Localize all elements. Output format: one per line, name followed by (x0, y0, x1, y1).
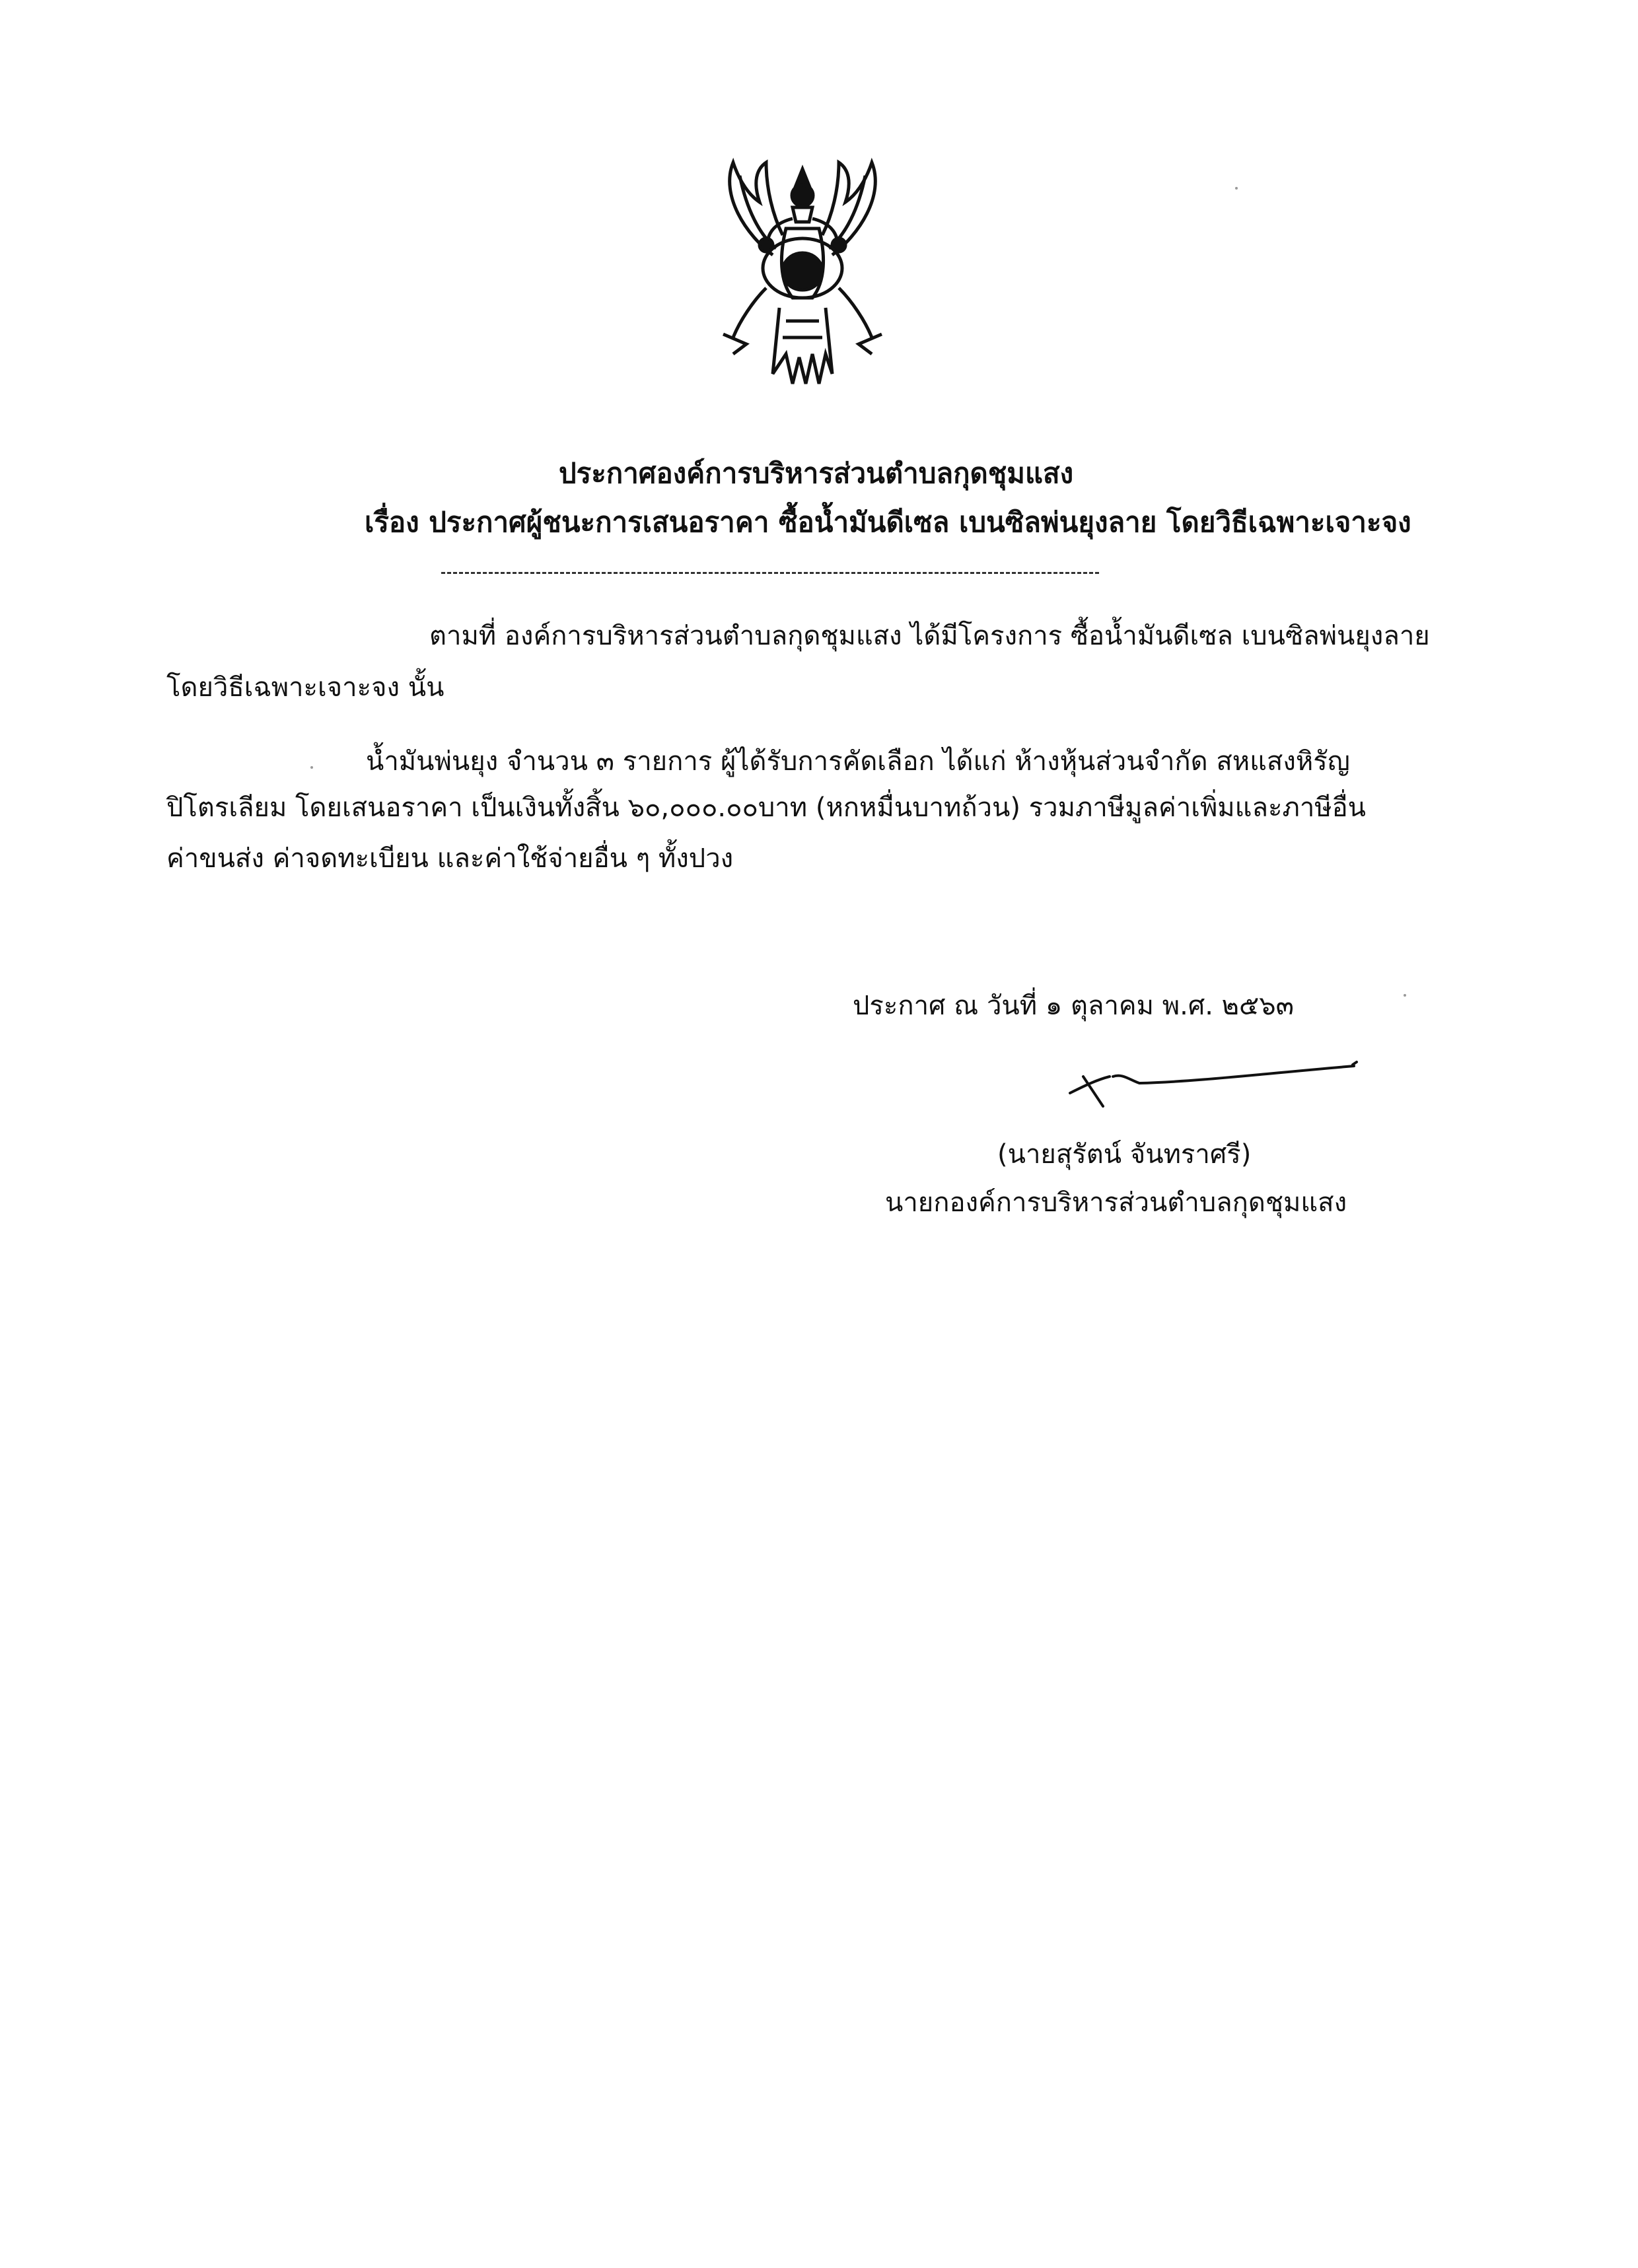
page-title: ประกาศองค์การบริหารส่วนตำบลกุดชุมแสง (559, 457, 1074, 489)
signature (1050, 1057, 1380, 1116)
subject-line: เรื่อง ประกาศผู้ชนะการเสนอราคา ซื้อน้ำมันดีเซล เบนซิลพ่นยุงลาย โดยวิธีเฉพาะเจาะจง (365, 506, 1411, 538)
paragraph-2-line-3: ค่าขนส่ง ค่าจดทะเบียน และค่าใช้จ่ายอื่น ๆ ทั้งปวง (166, 843, 734, 874)
garuda-emblem (694, 156, 911, 394)
scan-speck (1404, 994, 1406, 997)
paragraph-2-line-1: น้ำมันพ่นยุง จำนวน ๓ รายการ ผู้ได้รับการคัดเลือก ได้แก่ ห้างหุ้นส่วนจำกัด สหแสงหิรัญ (366, 746, 1350, 777)
scan-speck (310, 766, 313, 769)
paragraph-2-line-2: ปิโตรเลียม โดยเสนอราคา เป็นเงินทั้งสิ้น ๖๐,๐๐๐.๐๐บาท (หกหมื่นบาทถ้วน) รวมภาษีมูลค่าเพิ่มและภาษีอื่น (166, 793, 1367, 823)
announcement-date: ประกาศ ณ วันที่ ๑ ตุลาคม พ.ศ. ๒๕๖๓ (853, 991, 1295, 1021)
scan-speck (1235, 187, 1238, 190)
paragraph-1-line-1: ตามที่ องค์การบริหารส่วนตำบลกุดชุมแสง ได้มีโครงการ ซื้อน้ำมันดีเซล เบนซิลพ่นยุงลาย (429, 621, 1430, 651)
signer-name: (นายสุรัตน์ จันทราศรี) (997, 1139, 1252, 1170)
paragraph-1-line-2: โดยวิธีเฉพาะเจาะจง นั้น (166, 672, 445, 703)
divider (441, 572, 1099, 574)
signer-position: นายกองค์การบริหารส่วนตำบลกุดชุมแสง (885, 1187, 1347, 1218)
